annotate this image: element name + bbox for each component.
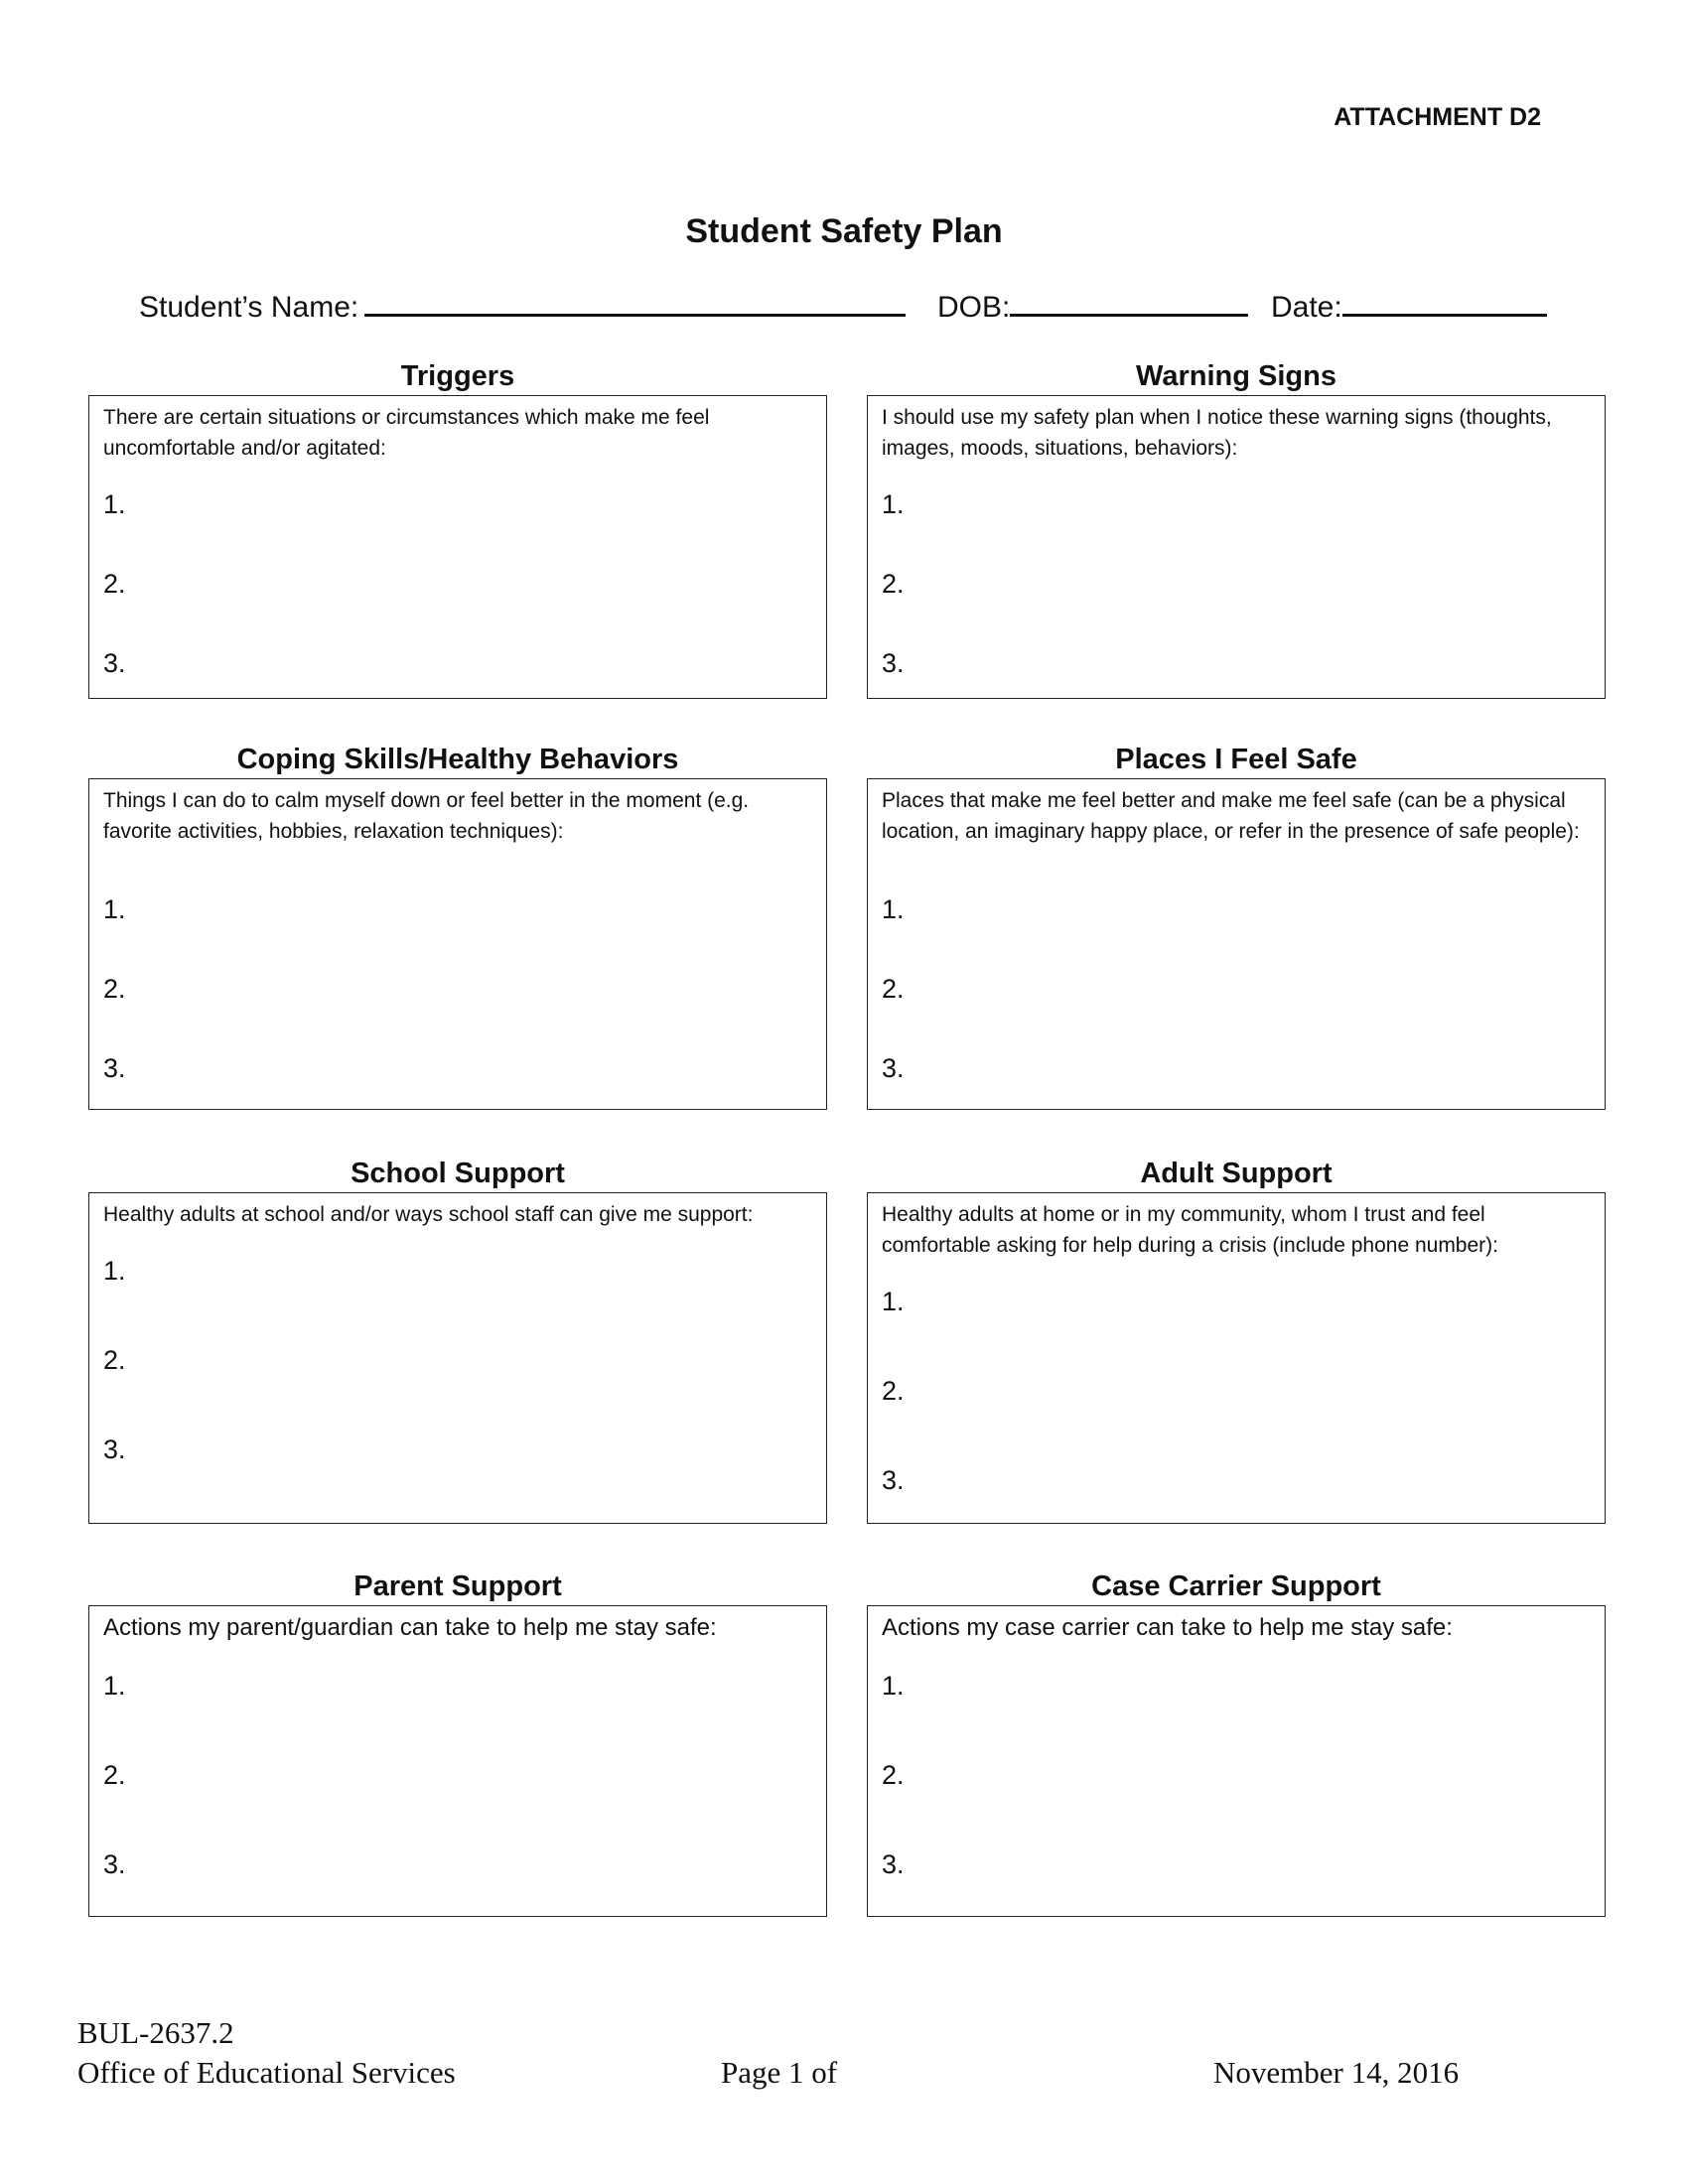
list-item[interactable]: 2. [882, 974, 905, 1004]
list-item[interactable]: 1. [103, 489, 126, 519]
section-description: Actions my case carrier can take to help me stay safe: [882, 1614, 1453, 1641]
list-item[interactable]: 3. [882, 1849, 905, 1879]
list-item[interactable]: 2. [103, 974, 126, 1004]
list-item[interactable]: 1. [882, 1671, 905, 1701]
section-title: Places I Feel Safe [1115, 744, 1357, 775]
list-item[interactable]: 3. [103, 1434, 126, 1464]
section-box[interactable] [88, 395, 827, 699]
section-description: Actions my parent/guardian can take to help me stay safe: [103, 1614, 717, 1641]
footer-date: November 14, 2016 [1213, 2055, 1460, 2090]
section-school-support [88, 1155, 827, 1524]
student-name-line[interactable] [364, 284, 906, 317]
list-item[interactable]: 3. [103, 1849, 126, 1879]
student-name-label: Student’s Name: [139, 291, 359, 324]
section-box[interactable] [88, 778, 827, 1110]
dob-line[interactable] [1010, 284, 1248, 317]
section-description: Places that make me feel better and make me feel safe (can be a physical location, an imaginary happy place, or refer in the presence of safe people): [882, 789, 1580, 843]
section-description: Things I can do to calm myself down or feel better in the moment (e.g. favorite activities, hobbies, relaxation techniques): [103, 789, 750, 843]
section-case-carrier-support [867, 1568, 1606, 1917]
section-description: Healthy adults at home or in my community, whom I trust and feel comfortable asking for help during a crisis (include phone number): [882, 1203, 1498, 1257]
section-title: Parent Support [353, 1570, 562, 1602]
list-item[interactable]: 3. [882, 648, 905, 678]
section-title: Coping Skills/Healthy Behaviors [236, 744, 679, 775]
section-title: Triggers [400, 360, 515, 392]
footer-page-number: Page 1 of [721, 2055, 838, 2090]
student-info-row [139, 284, 1549, 324]
list-item[interactable]: 2. [103, 1760, 126, 1790]
list-item[interactable]: 2. [882, 1760, 905, 1790]
section-description: There are certain situations or circumstances which make me feel uncomfortable and/or agitated: [103, 406, 710, 460]
section-title: Adult Support [1140, 1158, 1333, 1189]
section-box[interactable] [867, 1605, 1606, 1917]
section-description: Healthy adults at school and/or ways school staff can give me support: [103, 1203, 754, 1226]
section-coping-skills [88, 741, 827, 1110]
list-item[interactable]: 1. [882, 489, 905, 519]
list-item[interactable]: 1. [103, 1671, 126, 1701]
list-item[interactable]: 1. [103, 1256, 126, 1286]
section-title: Case Carrier Support [1091, 1570, 1381, 1602]
list-item[interactable]: 1. [103, 894, 126, 924]
dob-label: DOB: [937, 291, 1011, 324]
section-box[interactable] [867, 778, 1606, 1110]
list-item[interactable]: 3. [882, 1465, 905, 1495]
date-field[interactable] [1271, 284, 1547, 325]
date-line[interactable] [1342, 284, 1547, 317]
section-warning-signs [867, 357, 1606, 699]
section-box[interactable] [88, 1192, 827, 1524]
dob-field[interactable] [937, 284, 1248, 325]
section-box[interactable] [88, 1605, 827, 1917]
section-box[interactable] [867, 395, 1606, 699]
list-item[interactable]: 2. [103, 569, 126, 599]
list-item[interactable]: 3. [882, 1053, 905, 1083]
section-places-safe [867, 741, 1606, 1110]
list-item[interactable]: 1. [882, 894, 905, 924]
section-triggers [88, 357, 827, 699]
list-item[interactable]: 2. [882, 1376, 905, 1406]
list-item[interactable]: 1. [882, 1287, 905, 1316]
section-parent-support [88, 1568, 827, 1917]
page-title: Student Safety Plan [685, 212, 1003, 250]
section-box[interactable] [867, 1192, 1606, 1524]
attachment-label: ATTACHMENT D2 [1334, 103, 1541, 131]
student-name-field[interactable] [139, 284, 906, 325]
list-item[interactable]: 3. [103, 648, 126, 678]
list-item[interactable]: 3. [103, 1053, 126, 1083]
section-adult-support [867, 1155, 1606, 1524]
section-title: School Support [351, 1158, 565, 1189]
section-description: I should use my safety plan when I notice these warning signs (thoughts, images, moods, situations, behaviors): [882, 406, 1552, 460]
date-label: Date: [1271, 291, 1342, 324]
footer-bulletin-code: BUL-2637.2 [77, 2015, 234, 2050]
footer-office: Office of Educational Services [77, 2055, 456, 2090]
list-item[interactable]: 2. [103, 1345, 126, 1375]
section-title: Warning Signs [1136, 360, 1336, 392]
list-item[interactable]: 2. [882, 569, 905, 599]
